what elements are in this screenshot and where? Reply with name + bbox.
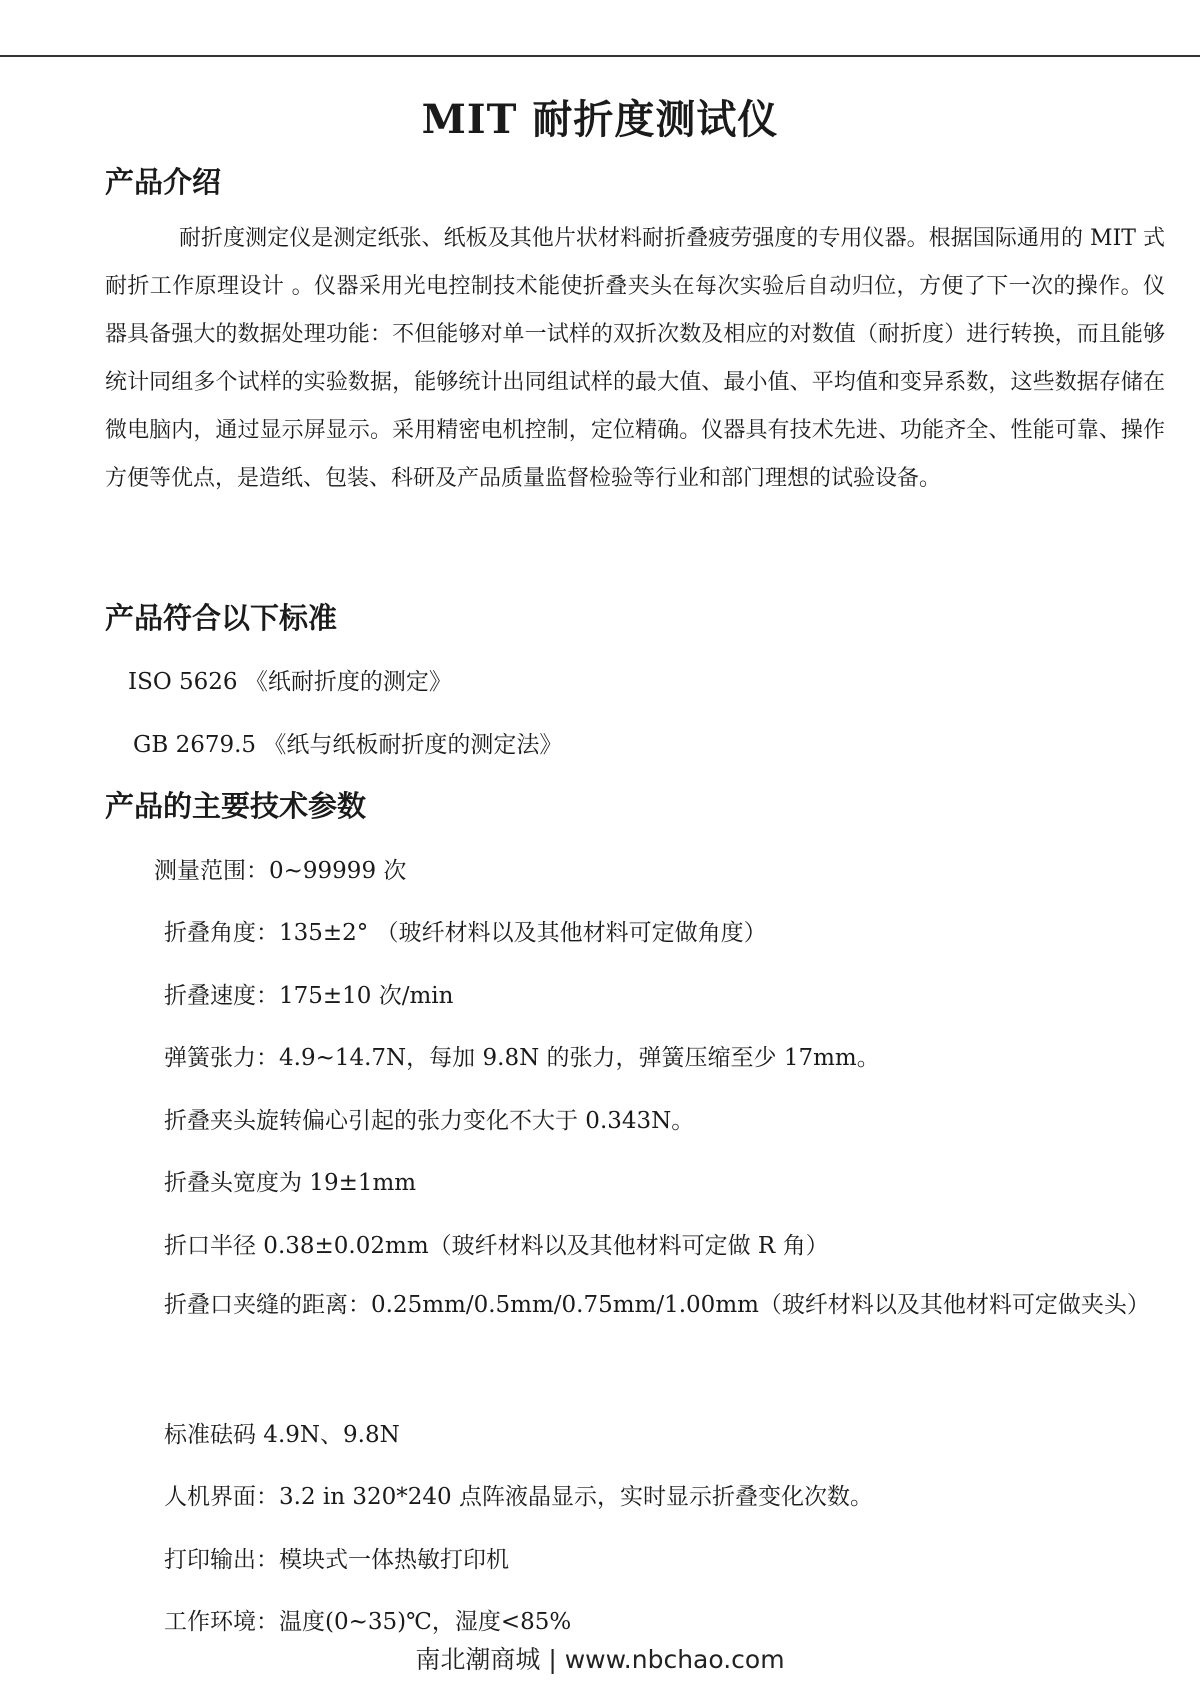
param-item: 折叠速度：175±10 次/min [164, 983, 454, 1009]
standard-item: ISO 5626 《纸耐折度的测定》 [128, 669, 452, 695]
param-item: 折叠头宽度为 19±1mm [164, 1170, 417, 1196]
standards-heading: 产品符合以下标准 [105, 601, 338, 635]
intro-heading: 产品介绍 [105, 165, 222, 199]
intro-paragraph: 耐折度测定仪是测定纸张、纸板及其他片状材料耐折叠疲劳强度的专用仪器。根据国际通用的 MIT 式耐折工作原理设计 。仪器采用光电控制技术能使折叠夹头在每次实验后自动归位，方便了下一次的操作。仪器具备强大的数据处理功能：不但能够对单一试样的双折次数及相应的对数值（耐折度）进行转换，而且能够统计同组多个试样的实验数据，能够统计出同组试样的最大值、最小值、平均值和变异系数，这些数据存储在微电脑内，通过显示屏显示。采用精密电机控制，定位精确。仪器具有技术先进、功能齐全、性能可靠、操作方便等优点，是造纸、包装、科研及产品质量监督检验等行业和部门理想的试验设备。 [105, 226, 1165, 491]
param-item: 人机界面：3.2 in 320*240 点阵液晶显示，实时显示折叠变化次数。 [164, 1484, 873, 1510]
param-item: 折叠夹头旋转偏心引起的张力变化不大于 0.343N。 [164, 1108, 695, 1134]
param-item: 弹簧张力：4.9~14.7N，每加 9.8N 的张力，弹簧压缩至少 17mm。 [164, 1045, 880, 1071]
params-heading: 产品的主要技术参数 [105, 789, 367, 823]
param-item: 折叠口夹缝的距离：0.25mm/0.5mm/0.75mm/1.00mm（玻纤材料以及其他材料可定做夹头） [164, 1292, 1150, 1318]
header-rule [0, 55, 1200, 57]
param-item: 折口半径 0.38±0.02mm（玻纤材料以及其他材料可定做 R 角） [164, 1233, 829, 1259]
param-item: 标准砝码 4.9N、9.8N [164, 1422, 400, 1448]
standard-item: GB 2679.5 《纸与纸板耐折度的测定法》 [133, 732, 563, 758]
param-item: 折叠角度：135±2° （玻纤材料以及其他材料可定做角度） [164, 920, 767, 946]
param-item: 打印输出：模块式一体热敏打印机 [164, 1547, 509, 1573]
param-item: 工作环境：温度(0~35)℃，湿度<85% [164, 1609, 572, 1635]
param-item: 测量范围：0~99999 次 [154, 858, 407, 884]
footer-watermark: 南北潮商城 | www.nbchao.com [415, 1645, 785, 1674]
page-title: MIT 耐折度测试仪 [421, 96, 779, 143]
